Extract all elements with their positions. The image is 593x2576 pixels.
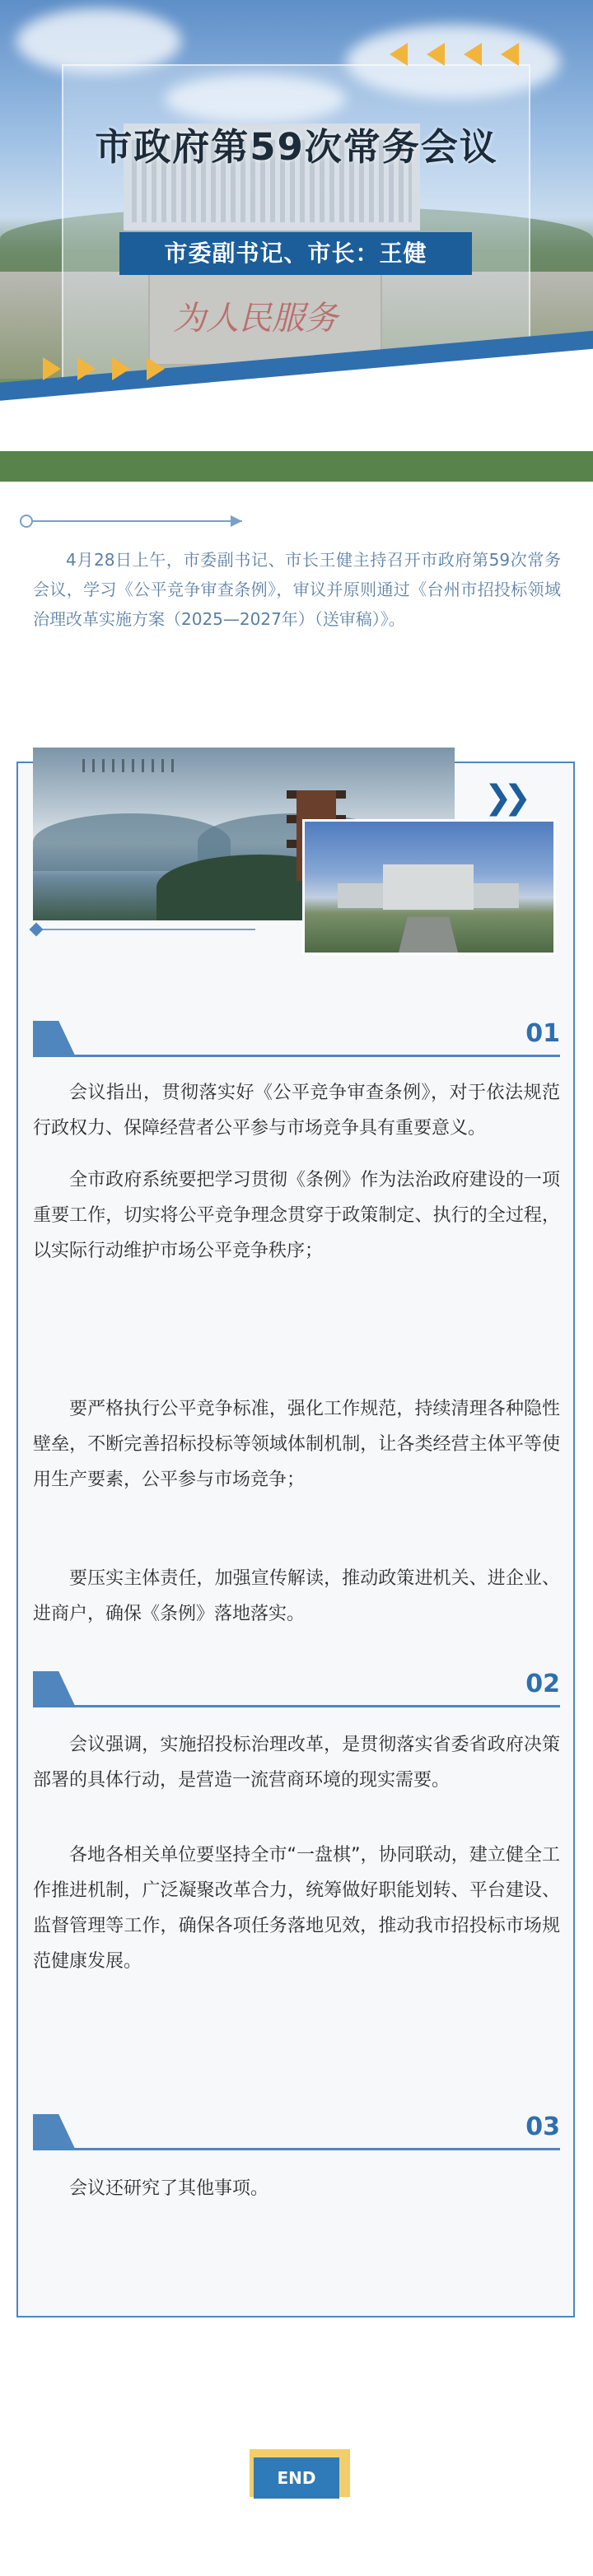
triangle-icon [112, 357, 130, 380]
content-box [16, 762, 575, 2317]
intro-paragraph: 4月28日上午，市委副书记、市长王健主持召开市政府第59次常务会议，学习《公平竞争审查条例》，审议并原则通过《台州市招投标领域治理改革实施方案（2025—2027年）（送审稿）》。 [33, 550, 561, 629]
section-number: 03 [525, 2113, 560, 2141]
section-number: 01 [525, 1019, 560, 1048]
end-badge: END [254, 2457, 339, 2499]
paragraph: 要严格执行公平竞争标准，强化工作规范，持续清理各种隐性壁垒，不断完善招标投标等领域体制机制，让各类经营主体平等使用生产要素，公平参与市场竞争； [33, 1399, 560, 1490]
triangle-icon [390, 43, 408, 66]
paragraph: 会议指出，贯彻落实好《公平竞争审查条例》，对于依法规范行政权力、保障经营者公平参与市场竞争具有重要意义。 [33, 1083, 560, 1139]
page-title: 市政府第59次常务会议 [95, 125, 498, 169]
intro-divider [26, 520, 242, 522]
triangle-icon [501, 43, 519, 66]
paragraph: 全市政府系统要把学习贯彻《条例》作为法治政府建设的一项重要工作，切实将公平竞争理念贯穿于政策制定、执行的全过程，以实际行动维护市场公平竞争秩序； [33, 1170, 560, 1261]
photo-divider [40, 929, 255, 930]
speaker-subtitle: 市委副书记、市长：王健 [119, 232, 472, 275]
triangle-icon [147, 357, 165, 380]
section-divider [33, 2148, 560, 2150]
paragraph: 会议强调，实施招投标治理改革，是贯彻落实省委省政府决策部署的具体行动，是营造一流营商环境的现实需要。 [33, 1735, 560, 1791]
triangle-icon [43, 357, 61, 380]
double-chevron-right-icon: ❯❯ [484, 779, 524, 817]
arrow-right-icon [231, 515, 242, 527]
triangle-icon [427, 43, 445, 66]
paragraph: 各地各相关单位要坚持全市“一盘棋”，协同联动，建立健全工作推进机制，广泛凝聚改革合力，统筹做好职能划转、平台建设、监督管理等工作，确保各项任务落地见效，推动我市招投标市场规范健康发展。 [33, 1845, 560, 1972]
section-divider [33, 1705, 560, 1707]
stone-inscription: 为人民服务 [173, 300, 338, 338]
paragraph: 会议还研究了其他事项。 [69, 2178, 269, 2199]
triangle-icon [464, 43, 482, 66]
triangle-icon [77, 357, 96, 380]
government-building-photo-small [302, 819, 556, 955]
section-divider [33, 1055, 560, 1057]
section-number: 02 [525, 1670, 560, 1698]
paragraph: 要压实主体责任，加强宣传解读，推动政策进机关、进企业、进商户，确保《条例》落地落实。 [33, 1568, 560, 1624]
circle-icon [20, 515, 33, 528]
